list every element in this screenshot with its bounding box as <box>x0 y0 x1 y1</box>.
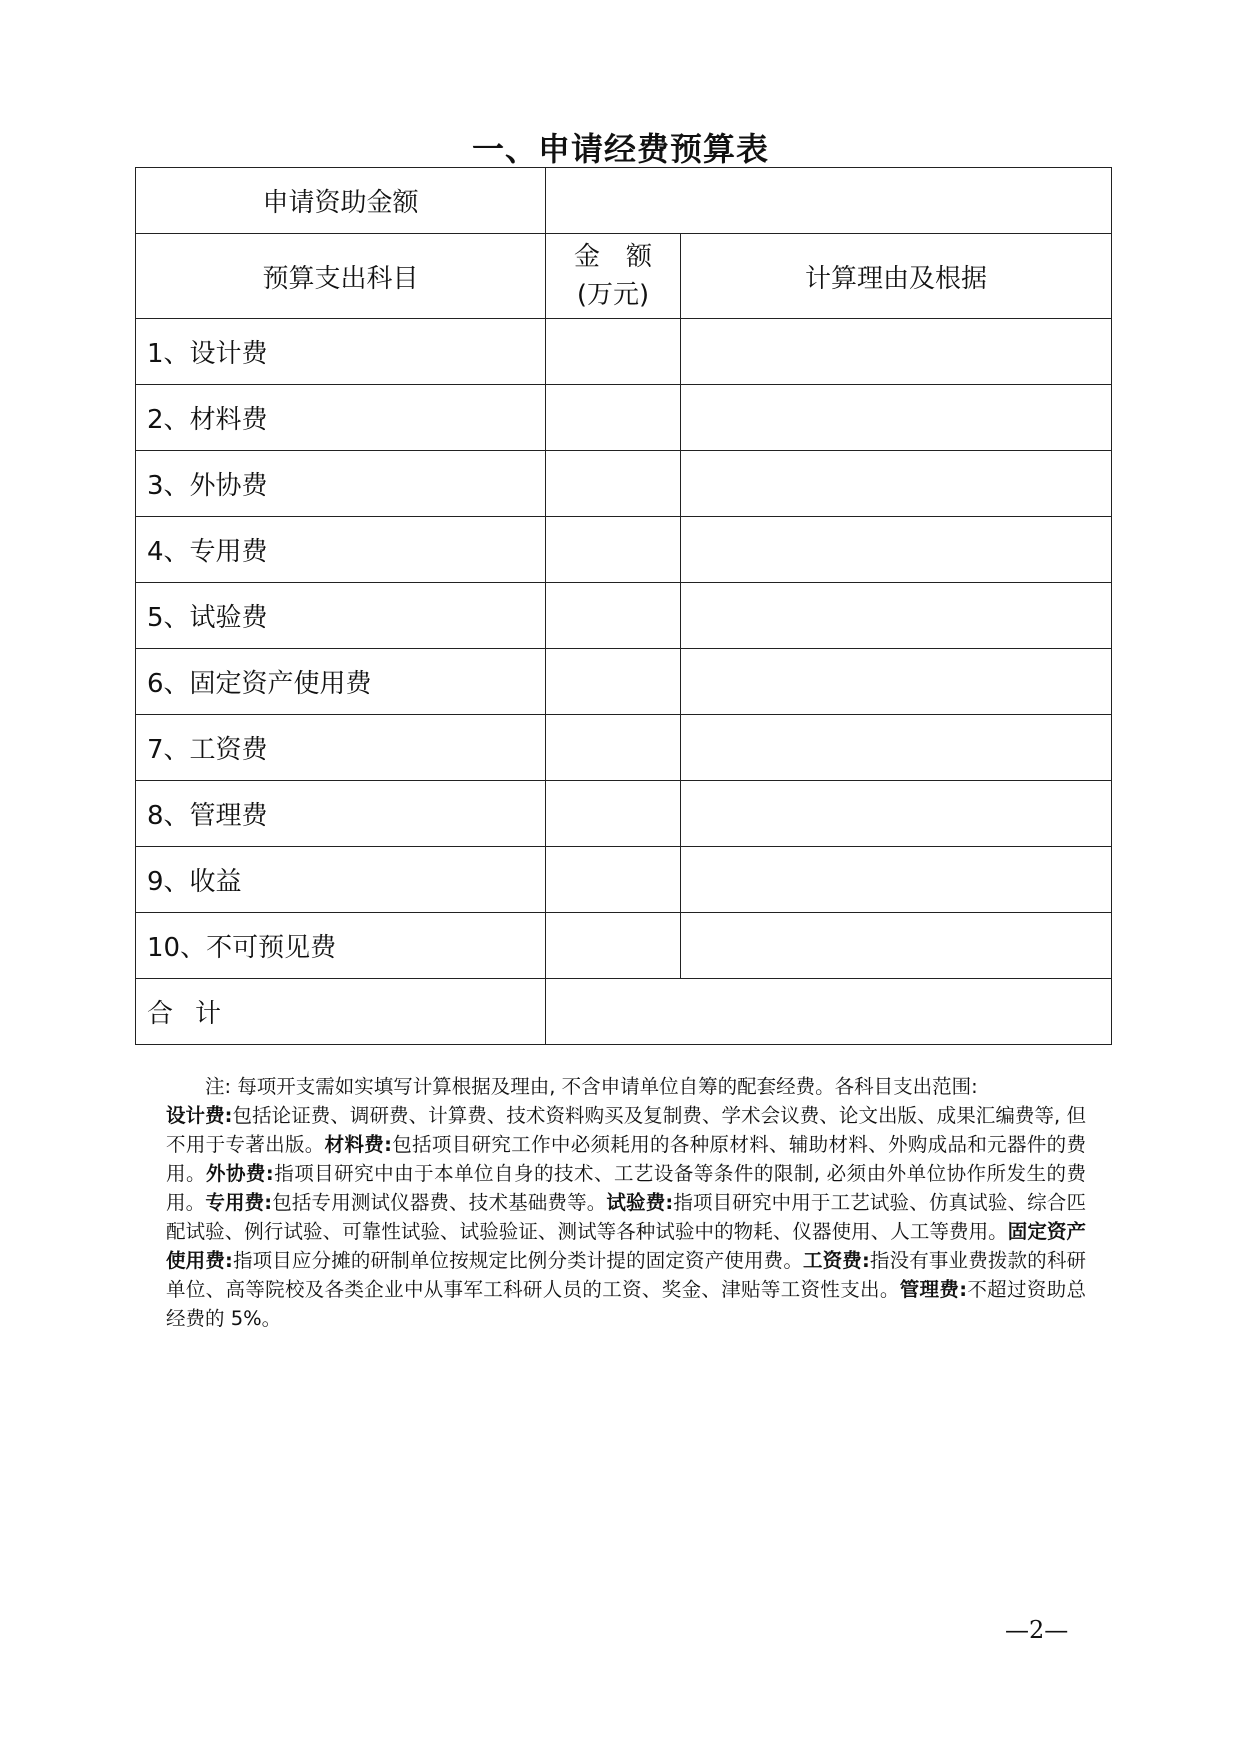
row-reason-cell[interactable] <box>681 517 1112 583</box>
header-reason: 计算理由及根据 <box>681 234 1112 319</box>
note-text: 不超过资助总经费的 5%。 <box>166 1278 1086 1330</box>
row-reason-cell[interactable] <box>681 385 1112 451</box>
row-reason-cell[interactable] <box>681 715 1112 781</box>
note-term: 设计费: <box>166 1104 233 1127</box>
row-reason-cell[interactable] <box>681 319 1112 385</box>
row-label: 2、材料费 <box>136 385 546 451</box>
request-amount-row <box>136 168 1112 234</box>
page-number: —2— <box>1005 1616 1069 1644</box>
row-reason-cell[interactable] <box>681 583 1112 649</box>
row-label: 6、固定资产使用费 <box>136 649 546 715</box>
row-amount-cell[interactable] <box>546 583 681 649</box>
row-label: 5、试验费 <box>136 583 546 649</box>
note-intro: 注: 每项开支需如实填写计算根据及理由, 不含申请单位自筹的配套经费。各科目支出范围: <box>205 1075 978 1098</box>
note-text: 指项目研究中由于本单位自身的技术、工艺设备等条件的限制, 必须由外单位协作所发生的费用。 <box>166 1162 1086 1214</box>
row-reason-cell[interactable] <box>681 649 1112 715</box>
table-row <box>136 517 1112 583</box>
row-amount-cell[interactable] <box>546 319 681 385</box>
row-amount-cell[interactable] <box>546 847 681 913</box>
request-amount-label: 申请资助金额 <box>136 168 546 234</box>
budget-note <box>166 1072 1086 1333</box>
table-row <box>136 385 1112 451</box>
row-label: 4、专用费 <box>136 517 546 583</box>
table-row <box>136 583 1112 649</box>
budget-table <box>135 167 1112 1045</box>
page-title: 一、申请经费预算表 <box>471 130 769 168</box>
row-amount-cell[interactable] <box>546 781 681 847</box>
row-amount-cell[interactable] <box>546 517 681 583</box>
note-term: 试验费: <box>606 1191 674 1214</box>
table-row <box>136 913 1112 979</box>
row-amount-cell[interactable] <box>546 913 681 979</box>
table-row <box>136 319 1112 385</box>
note-text: 指项目应分摊的研制单位按规定比例分类计提的固定资产使用费。 <box>232 1249 803 1272</box>
row-reason-cell[interactable] <box>681 451 1112 517</box>
note-text: 包括论证费、调研费、计算费、技术资料购买及复制费、学术会议费、论文出版、成果汇编费等, 但不用于专著出版。 <box>166 1104 1086 1156</box>
row-reason-cell[interactable] <box>681 847 1112 913</box>
row-amount-cell[interactable] <box>546 649 681 715</box>
row-amount-cell[interactable] <box>546 451 681 517</box>
row-amount-cell[interactable] <box>546 385 681 451</box>
table-row <box>136 781 1112 847</box>
row-reason-cell[interactable] <box>681 781 1112 847</box>
note-term: 固定资产使用费: <box>166 1220 1086 1272</box>
row-label: 9、收益 <box>136 847 546 913</box>
row-amount-cell[interactable] <box>546 715 681 781</box>
header-amount-line1: 金 额 <box>573 242 652 272</box>
table-row <box>136 847 1112 913</box>
note-term: 管理费: <box>899 1278 967 1301</box>
note-text: 包括项目研究工作中必须耗用的各种原材料、辅助材料、外购成品和元器件的费用。 <box>166 1133 1086 1185</box>
row-label: 8、管理费 <box>136 781 546 847</box>
note-term: 工资费: <box>802 1249 870 1272</box>
note-term: 材料费: <box>324 1133 392 1156</box>
table-header-row <box>136 234 1112 319</box>
note-text: 指项目研究中用于工艺试验、仿真试验、综合匹配试验、例行试验、可靠性试验、试验验证、测试等各种试验中的物耗、仪器使用、人工等费用。 <box>166 1191 1086 1243</box>
total-label: 合计 <box>136 979 546 1045</box>
row-label: 3、外协费 <box>136 451 546 517</box>
row-label: 1、设计费 <box>136 319 546 385</box>
row-reason-cell[interactable] <box>681 913 1112 979</box>
table-row <box>136 649 1112 715</box>
total-value[interactable] <box>546 979 1112 1045</box>
row-label: 10、不可预见费 <box>136 913 546 979</box>
total-row <box>136 979 1112 1045</box>
note-term: 专用费: <box>205 1191 273 1214</box>
header-amount-line2: (万元) <box>576 280 650 310</box>
header-amount <box>546 234 681 319</box>
note-text: 指没有事业费拨款的科研单位、高等院校及各类企业中从事军工科研人员的工资、奖金、津贴等工资性支出。 <box>166 1249 1086 1301</box>
note-text: 包括专用测试仪器费、技术基础费等。 <box>272 1191 607 1214</box>
header-subject: 预算支出科目 <box>136 234 546 319</box>
row-label: 7、工资费 <box>136 715 546 781</box>
request-amount-value[interactable] <box>546 168 1112 234</box>
table-row <box>136 451 1112 517</box>
table-row <box>136 715 1112 781</box>
note-term: 外协费: <box>205 1162 274 1185</box>
